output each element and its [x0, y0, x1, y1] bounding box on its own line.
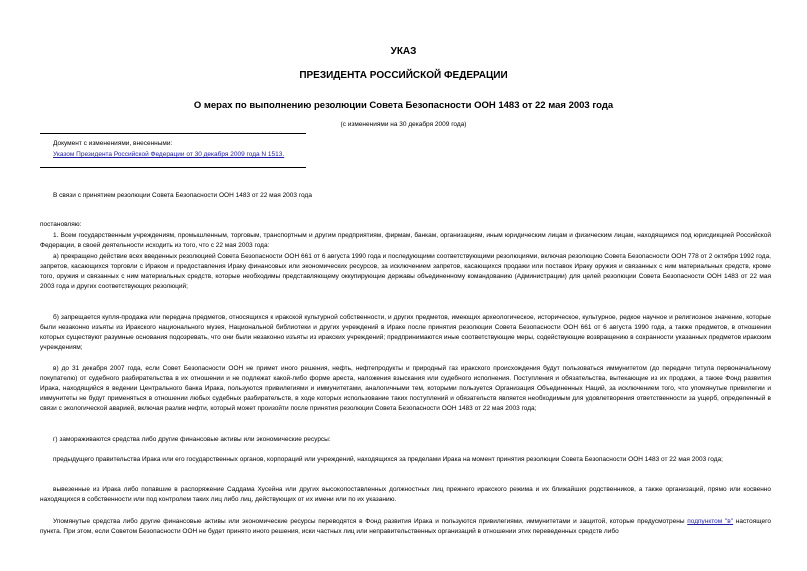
preamble-paragraph — [40, 191, 771, 201]
decree-word: постановляю: — [40, 221, 82, 228]
document-title: УКАЗ — [390, 46, 417, 57]
subparagraph-g-text: г) замораживаются средства либо другие финансовые активы или экономические ресурсы: — [53, 436, 331, 443]
subparagraph-v-link[interactable]: подпунктом "в" — [687, 518, 734, 525]
subparagraph-g-item-1-text: предыдущего правительства Ирака или его государственных органов, корпораций или учреждений, находящихся за пределами Ирака на момент принятия резолюции Совета Безопасности ООН 1483 от 22 мая 2003 года; — [53, 456, 723, 463]
subparagraph-v-text: в) до 31 декабря 2007 года, если Совет Безопасности ООН не примет иного решения, нефть, нефтепродукты и природный газ иракского происхождения будут пользоваться иммунитетом (до передачи титула первоначальному покупателю) от судебного разбирательства в их отношении и не подлежат какой-либо форме ареста, наложения взыскания или судебного исполнения. Поступления и обязательства, вытекающие из их продажи, а также Фонд развития Ирака, находящийся в ведении Центрального банка Ирака, пользуются привилегиями и иммунитетами, аналогичными тем, которыми пользуется Организация Объединенных Наций, за исключением того, что упомянутые привилегии и иммунитеты не будут применяться в отношении любых судебных разбирательств, в ходе которых использование таких поступлений и обязательств является необходимым для удовлетворения ответственности за ущерб, определенный в связи с экологической аварией, включая разлив нефти, который может произойти после принятия резолюции Совета Безопасности ООН 1483 от 22 мая 2003 года; — [40, 365, 771, 412]
funds-transfer-paragraph — [40, 517, 771, 537]
subparagraph-g-item-1 — [40, 455, 771, 465]
changes-bottom-divider — [40, 167, 306, 168]
document-issuer: ПРЕЗИДЕНТА РОССИЙСКОЙ ФЕДЕРАЦИИ — [299, 70, 508, 81]
document-heading: О мерах по выполнению резолюции Совета Безопасности ООН 1483 от 22 мая 2003 года — [193, 100, 614, 111]
subparagraph-v — [40, 364, 771, 414]
subparagraph-g — [40, 435, 771, 445]
subparagraph-g-item-2 — [40, 485, 771, 505]
paragraph-1 — [40, 231, 771, 251]
subparagraph-a-text: а) прекращено действие всех введенных резолюцией Совета Безопасности ООН 661 от 6 августа 1990 года и последующими соответствующими резолюциями, включая резолюцию Совета Безопасности ООН 778 от 2 октября 1992 года, запретов, касающихся торговли с Ираком и предоставления Ираку финансовых или экономических ресурсов, за исключением запретов, касающихся продажи или поставок Ираку оружия и связанных с ним материальных средств, кроме того, оружия и связанных с ним материальных средств, которые необходимы представляющему оккупирующие державы объединенному командованию (Администрации) для целей резолюции Совета Безопасности ООН 1483 от 22 мая 2003 года и других соответствующих резолюций; — [40, 253, 771, 290]
funds-transfer-text-start: Упомянутые средства либо другие финансовые активы или экономические ресурсы переводятся в Фонд развития Ирака и пользуются привилегиями, иммунитетами и защитой, которые предусмотрены — [53, 518, 685, 525]
amending-decree-link[interactable]: Указом Президента Российской Федерации от 30 декабря 2009 года N 1513. — [53, 151, 285, 158]
changes-top-divider — [40, 133, 306, 134]
subparagraph-a — [40, 252, 771, 292]
subparagraph-b-text: б) запрещается купля-продажа или передача предметов, относящихся к иракской культурной собственности, и других предметов, имеющих археологическое, историческое, культурное, редкое научное и религиозное значение, которые были незаконно изъяты из Иракского национального музея, Национальной библиотеки и других учреждений в Ираке после принятия резолюции Совета Безопасности ООН 661 от 6 августа 1990 года, а также предметов, в отношении которых существуют разумные основания подозревать, что они были незаконно изъяты из иракских учреждений; предпринимаются иные соответствующие меры, содействующие возвращению в сохранности указанных предметов иракским учреждениям; — [40, 314, 771, 351]
subparagraph-b — [40, 313, 771, 353]
funds-transfer-text-end: настоящего пункта. При этом, если Советом Безопасности ООН не будет принято иного решения, иски частных лиц или неправительственных организаций в отношении этих переведенных средств либо — [40, 518, 771, 535]
paragraph-1-text: 1. Всем государственным учреждениям, промышленным, торговым, транспортным и другим предприятиям, фирмам, банкам, организациям, иным юридическим лицам и физическим лицам, находящимся под юрисдикцией Российской Федерации, в своей деятельности исходить из того, что с 22 мая 2003 года: — [40, 232, 771, 249]
changes-label: Документ с изменениями, внесенными: — [53, 140, 173, 147]
preamble-text: В связи с принятием резолюции Совета Безопасности ООН 1483 от 22 мая 2003 года — [53, 192, 312, 199]
edition-note: (с изменениями на 30 декабря 2009 года) — [340, 121, 467, 128]
subparagraph-g-item-2-text: вывезенные из Ирака либо попавшие в распоряжение Саддама Хусейна или других высокопоставленных должностных лиц прежнего иракского режима и их ближайших родственников, а также организаций, прямо или косвенно находящихся в собственности или под контролем таких лиц либо лиц, действующих от их имени или по их указанию. — [40, 486, 771, 503]
